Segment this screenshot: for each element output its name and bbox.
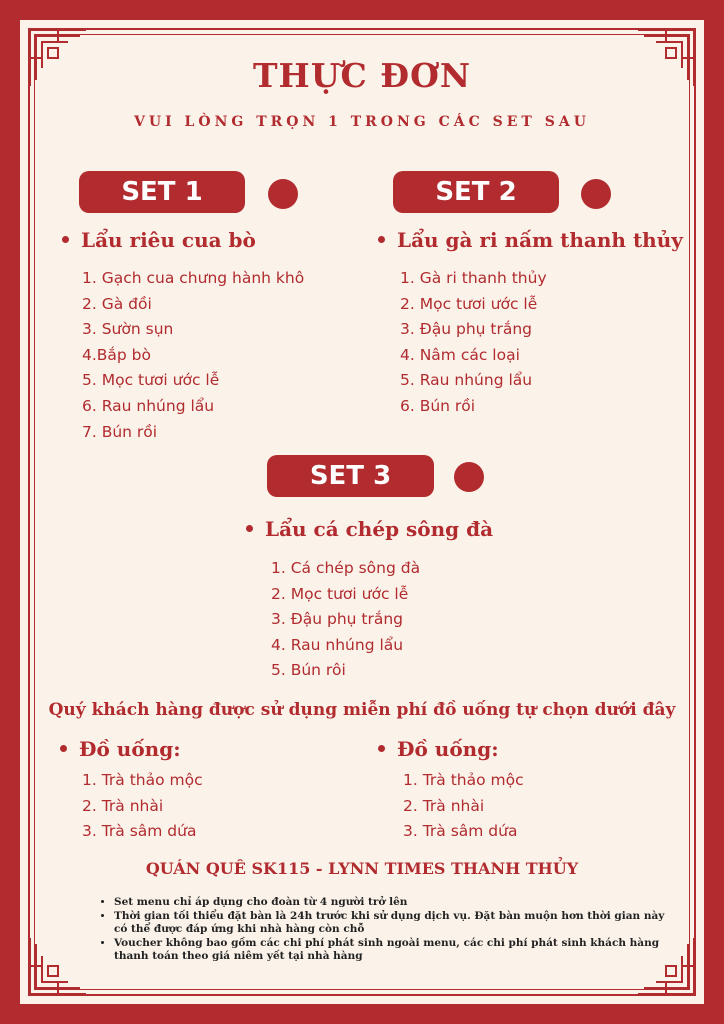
list-item: 3. Sườn sụn	[82, 320, 174, 339]
corner-ornament-bottom-left	[28, 936, 88, 996]
terms-notes	[100, 896, 674, 964]
list-item: 5. Mọc tươi ước lễ	[82, 371, 220, 390]
list-item: 4. Rau nhúng lẩu	[271, 635, 404, 654]
list-item: 4. Nâm các loại	[400, 345, 520, 364]
drinks-right-heading	[378, 737, 499, 761]
restaurant-name: QUÁN QUÊ SK115 - LYNN TIMES THANH THỦY	[145, 859, 579, 878]
set-3-dot	[454, 462, 484, 492]
list-item: 1. Trà thảo mộc	[82, 771, 203, 789]
list-item: 7. Bún rồi	[82, 422, 158, 441]
bullet-icon	[378, 745, 385, 752]
list-item: 3. Trà sâm dứa	[82, 822, 197, 841]
list-item: 2. Trà nhài	[82, 796, 164, 815]
set-2-label: SET 2	[393, 171, 559, 213]
list-item: 5. Rau nhúng lẩu	[400, 371, 533, 390]
set-2-dish	[378, 228, 683, 252]
set-1-label: SET 1	[79, 171, 245, 213]
free-drinks-headline: Quý khách hàng được sử dụng miễn phí đồ uống tự chọn dưới đây	[48, 700, 676, 720]
note-item: • Set menu chỉ áp dụng cho đoàn từ 4 người trở lên	[114, 896, 674, 910]
drinks-left-heading	[60, 737, 181, 761]
note-item: • Thời gian tối thiểu đặt bàn là 24h trước khi sử dụng dịch vụ. Đặt bàn muộn hơn thời gian này có thể được đáp ứng khi nhà hàng còn chỗ	[114, 910, 674, 937]
drinks-right-items	[403, 768, 524, 845]
list-item: 3. Trà sâm dứa	[403, 822, 518, 841]
list-item: 2. Mọc tươi ước lễ	[400, 294, 538, 313]
set-2-dot	[581, 179, 611, 209]
list-item: 2. Mọc tươi ước lễ	[271, 584, 409, 603]
set-3-dish	[246, 517, 493, 541]
list-item: 6. Rau nhúng lẩu	[82, 396, 215, 415]
list-item: 2. Gà đồi	[82, 294, 152, 313]
note-item: • Voucher không bao gồm các chi phí phát sinh ngoài menu, các chi phí phát sinh khách hàng thanh toán theo giá niêm yết tại nhà hàng	[114, 937, 674, 964]
set-1-dish-name: Lẩu riêu cua bò	[81, 228, 256, 252]
bullet-icon	[246, 525, 253, 532]
list-item: 1. Trà thảo mộc	[403, 771, 524, 789]
page-subtitle: VUI LÒNG TRỌN 1 TRONG CÁC SET SAU	[134, 114, 590, 130]
list-item: 1. Gà ri thanh thủy	[400, 269, 547, 287]
list-item: 3. Đậu phụ trắng	[271, 610, 403, 629]
list-item: 2. Trà nhài	[403, 796, 485, 815]
page-title: THỰC ĐƠN	[252, 56, 472, 95]
bullet-icon	[378, 236, 385, 243]
set-3-label: SET 3	[267, 455, 434, 497]
bullet-icon	[62, 236, 69, 243]
list-item: 6. Bún rồi	[400, 396, 476, 415]
drinks-heading-text: Đồ uống:	[397, 737, 499, 761]
drinks-heading-text: Đồ uống:	[79, 737, 181, 761]
set-3-dish-name: Lẩu cá chép sông đà	[265, 517, 494, 541]
list-item: 3. Đậu phụ trắng	[400, 320, 532, 339]
set-1-dish	[62, 228, 256, 252]
list-item: 1. Cá chép sông đà	[271, 559, 421, 577]
list-item: 1. Gạch cua chưng hành khô	[82, 269, 305, 287]
set-2-items	[400, 266, 547, 420]
drinks-left-items	[82, 768, 203, 845]
set-1-items	[82, 266, 304, 445]
list-item: 5. Bún rôi	[271, 661, 346, 680]
set-1-dot	[268, 179, 298, 209]
list-item: 4.Bắp bò	[82, 345, 152, 364]
set-2-dish-name: Lẩu gà ri nấm thanh thủy	[397, 228, 683, 252]
set-3-items	[271, 556, 420, 684]
bullet-icon	[60, 745, 67, 752]
